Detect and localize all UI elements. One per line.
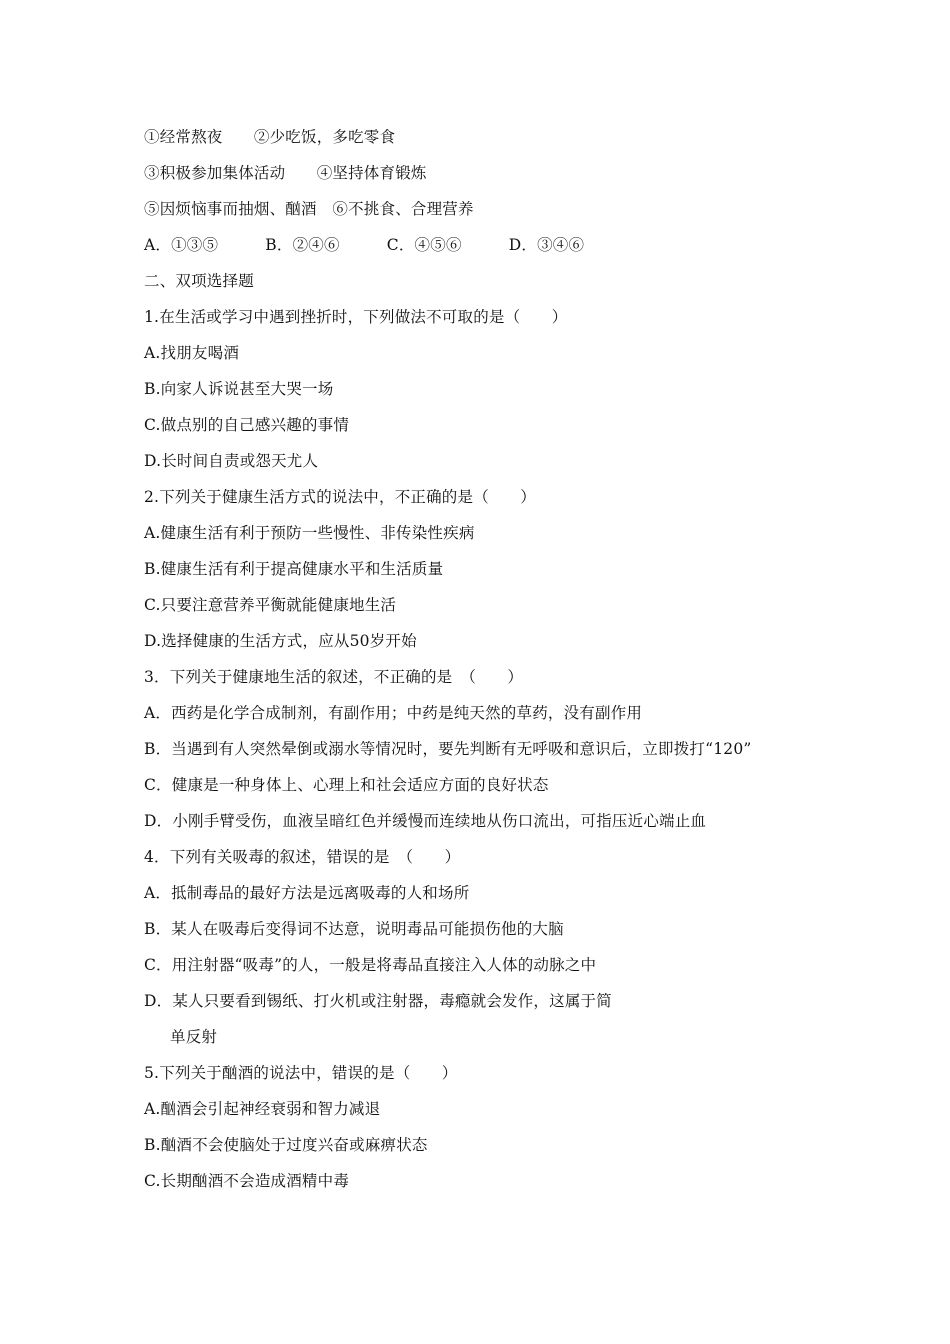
question-4-option-c: C．用注射器“吸毒”的人，一般是将毒品直接注入人体的动脉之中 bbox=[144, 956, 597, 974]
question-3-option-a: A．西药是化学合成制剂，有副作用；中药是纯天然的草药，没有副作用 bbox=[144, 704, 643, 722]
question-3: 3．下列关于健康地生活的叙述，不正确的是 （ ） bbox=[144, 668, 524, 686]
question-4-option-d-continued: 单反射 bbox=[170, 1028, 218, 1046]
question-1: 1.在生活或学习中遇到挫折时，下列做法不可取的是（ ） bbox=[144, 308, 568, 326]
answer-choices-line: A．①③⑤ B．②④⑥ C．④⑤⑥ D．③④⑥ bbox=[144, 236, 585, 254]
question-4-option-b: B．某人在吸毒后变得词不达意，说明毒品可能损伤他的大脑 bbox=[144, 920, 564, 938]
question-2-option-c: C.只要注意营养平衡就能健康地生活 bbox=[144, 596, 397, 614]
section-heading: 二、双项选择题 bbox=[144, 272, 254, 290]
question-1-option-d: D.长时间自责或怨天尤人 bbox=[144, 452, 319, 470]
question-5-option-b: B.酗酒不会使脑处于过度兴奋或麻痹状态 bbox=[144, 1136, 428, 1154]
question-3-option-c: C．健康是一种身体上、心理上和社会适应方面的良好状态 bbox=[144, 776, 549, 794]
question-2: 2.下列关于健康生活方式的说法中，不正确的是（ ） bbox=[144, 488, 536, 506]
habit-options-line-3: ⑤因烦恼事而抽烟、酗酒 ⑥不挑食、合理营养 bbox=[144, 200, 474, 218]
question-4-option-d: D．某人只要看到锡纸、打火机或注射器，毒瘾就会发作，这属于简 bbox=[144, 992, 612, 1010]
question-3-option-d: D．小刚手臂受伤，血液呈暗红色并缓慢而连续地从伤口流出，可指压近心端止血 bbox=[144, 812, 707, 830]
question-2-option-d: D.选择健康的生活方式，应从50岁开始 bbox=[144, 632, 417, 650]
question-1-option-b: B.向家人诉说甚至大哭一场 bbox=[144, 380, 334, 398]
question-2-option-b: B.健康生活有利于提高健康水平和生活质量 bbox=[144, 560, 444, 578]
question-5-option-a: A.酗酒会引起神经衰弱和智力减退 bbox=[144, 1100, 381, 1118]
question-1-option-a: A.找朋友喝酒 bbox=[144, 344, 240, 362]
habit-options-line-2: ③积极参加集体活动 ④坚持体育锻炼 bbox=[144, 164, 427, 182]
question-5-option-c: C.长期酗酒不会造成酒精中毒 bbox=[144, 1172, 350, 1190]
question-5: 5.下列关于酗酒的说法中，错误的是（ ） bbox=[144, 1064, 458, 1082]
habit-options-line-1: ①经常熬夜 ②少吃饭，多吃零食 bbox=[144, 128, 396, 146]
question-4-option-a: A．抵制毒品的最好方法是远离吸毒的人和场所 bbox=[144, 884, 470, 902]
question-1-option-c: C.做点别的自己感兴趣的事情 bbox=[144, 416, 350, 434]
question-2-option-a: A.健康生活有利于预防一些慢性、非传染性疾病 bbox=[144, 524, 475, 542]
question-3-option-b: B．当遇到有人突然晕倒或溺水等情况时，要先判断有无呼吸和意识后，立即拨打“120” bbox=[144, 740, 752, 758]
question-4: 4．下列有关吸毒的叙述，错误的是 （ ） bbox=[144, 848, 461, 866]
